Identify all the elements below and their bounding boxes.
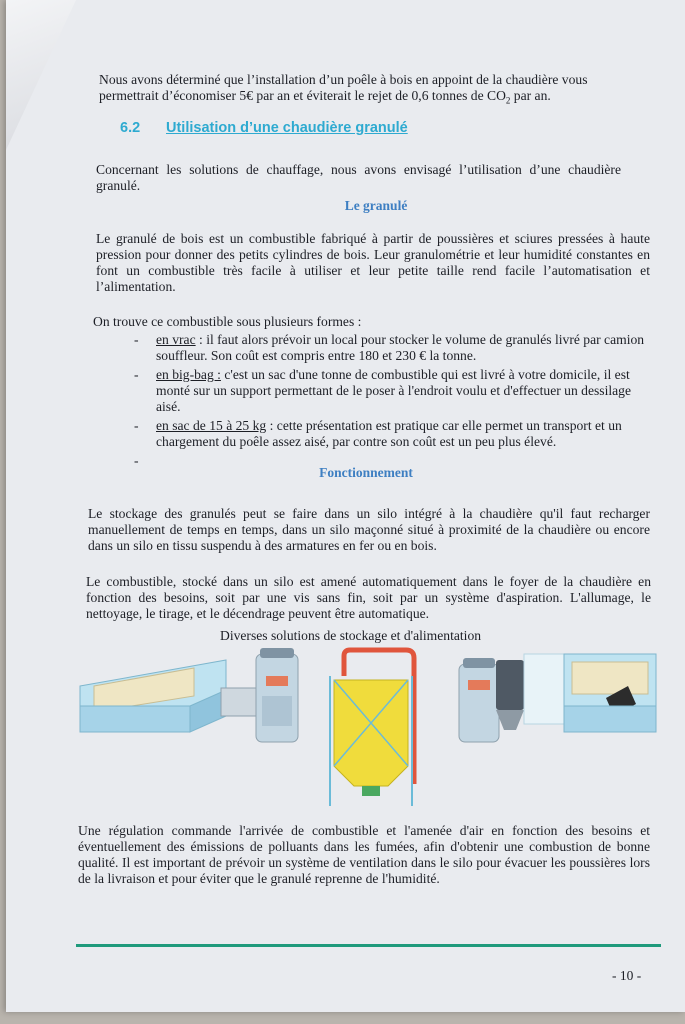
concernant-paragraph: Concernant les solutions de chauffage, nous avons envisagé l’utilisation d’une chaudière granulé. [96,162,621,193]
form-term: en big-bag : [156,367,221,382]
form-text: : il faut alors prévoir un local pour stocker le volume de granulés livré par camion souffleur. Son coût est compris entre 180 et 230 € la tonne. [156,332,645,363]
right-boiler-silo-figure [459,654,656,742]
subheading-fonctionnement: Fonctionnement [319,465,413,480]
list-item: - en sac de 15 à 25 kg : cette présentation est pratique car elle permet un transport et un chargement du poêle assez aisé, par contre son coût est un peu plus élevé. [134,418,622,449]
list-item: - en vrac : il faut alors prévoir un local pour stocker le volume de granulés livré par camion souffleur. Son coût est compris entre 180 et 230 € la tonne. [134,332,645,363]
section-number: 6.2 [120,120,141,136]
section-title: Utilisation d’une chaudière granulé [166,120,408,136]
form-term: en sac de 15 à 25 kg [156,418,267,433]
form-text: c'est un sac d'une tonne de combustible qui est livré à votre domicile, il est monté sur un support permettant de le poser à l'endroit voulu et d'effectuer un dessilage aisé. [156,367,632,414]
page-number: - 10 - [612,968,642,983]
list-item: - en big-bag : c'est un sac d'une tonne de combustible qui est livré à votre domicile, il est monté sur un support permettant de le poser à l'endroit voulu et d'effectuer un dessilage aisé. [134,367,632,414]
intro-paragraph [99,72,639,109]
storage-solutions-illustration [76,646,666,811]
left-silo-boiler-figure [80,648,298,742]
co2-subscript: 2 [505,95,511,106]
intro-line-2b: par an. [510,88,551,103]
granule-paragraph: Le granulé de bois est un combustible fabriqué à partir de poussières et sciures pressées à haute pression pour donner des petits cylindres de bois. Leur granulométrie et leur humidité constantes en font un combustible très facile à utiliser et leur petite taille rend facile l’automatisation et l’alimentation. [96,231,650,294]
forms-intro: On trouve ce combustible sous plusieurs formes : [93,314,362,329]
section-heading [120,120,408,136]
combustible-paragraph: Le combustible, stocké dans un silo est amené automatiquement dans le foyer de la chaudière en fonction des besoins, soit par une vis sans fin, soit par un système d'aspiration. L'allumage, le nettoyage, le tirage, et le décendrage peuvent être automatique. [86,574,651,621]
middle-yellow-silo-figure [330,650,414,806]
page-curl [6,0,76,150]
form-text: : cette présentation est pratique car elle permet un transport et un chargement du poêle assez aisé, par contre son coût est un peu plus élevé. [156,418,622,449]
form-term: en vrac [156,332,196,347]
subheading-granule: Le granulé [344,198,408,213]
document-page [6,0,685,1012]
footer-rule [76,944,661,947]
forms-list: - en vrac : il faut alors prévoir un local pour stocker le volume de granulés livré par camion souffleur. Son coût est compris entre 180 et 230 € la tonne. - en big-bag : c'est un sac d'une tonne de combustible qui est livré à votre domicile, il est monté sur un support permettant de le poser à l'endroit voulu et d'effectuer un dessilage aisé. - en sac de 15 à 25 kg : cette présentation est pratique car elle permet un transport et un chargement du poêle assez aisé, par contre son coût est un peu plus élevé. - [134,332,650,453]
regulation-paragraph: Une régulation commande l'arrivée de combustible et l'amenée d'air en fonction des besoins et éventuellement des émissions de polluants dans les fumées, afin d'obtenir une combustion de bonne qualité. Il est important de prévoir un système de ventilation dans le silo pour évacuer les poussières lors de la livraison et pour éviter que le granulé reprenne de l'humidité. [78,823,650,886]
stockage-paragraph: Le stockage des granulés peut se faire dans un silo intégré à la chaudière qu'il faut recharger manuellement de temps en temps, dans un silo maçonné situé à proximité de la chaudière ou encore dans un silo en tissu suspendu à des armatures en fer ou en bois. [88,506,650,553]
figure-caption: Diverses solutions de stockage et d'alimentation [220,628,482,643]
intro-line-1: Nous avons déterminé que l’installation d’un poêle à bois en appoint de la chaudière vous [99,72,588,87]
intro-line-2a: permettrait d’économiser 5€ par an et éviterait le rejet de 0,6 tonnes de CO [99,88,506,103]
